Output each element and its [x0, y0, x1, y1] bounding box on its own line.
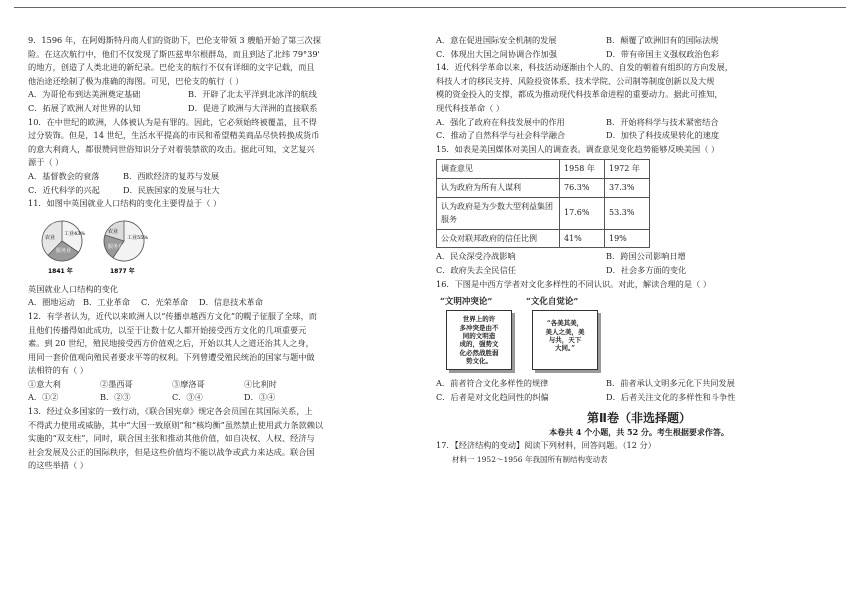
cartoon-text-line: “各美其美，	[546, 319, 584, 328]
cartoon-text-line: 势文化。	[466, 357, 492, 366]
cartoon-pair	[440, 296, 842, 374]
q10-stem-line: 过分装饰。但是，14 世纪，生活水平提高的市民和希望精美商品尽快转换成货币	[28, 130, 320, 141]
cartoon-text-line: 美人之美，美	[545, 327, 585, 336]
table-cell: 76.3%	[560, 178, 605, 197]
q11-caption: 英国就业人口结构的变化	[28, 283, 119, 294]
q15-stem: 15．如表是美国媒体对美国人的调查表。调查意见变化趋势能够反映美国（ ）	[436, 143, 720, 154]
q9-stem-line: 他治途还绘制了极为准确的海图。可见，巴伦支的航行（ ）	[28, 75, 244, 86]
cartoon-text-box	[446, 310, 512, 370]
q12-option-a[interactable]: A．①②	[28, 392, 59, 403]
q9-option-d[interactable]: D．促进了欧洲与大洋洲的直接联系	[188, 102, 318, 113]
cartoon-title: “文明冲突论”	[440, 297, 493, 308]
q14-stem-line: 科技人才的移民支持、风险投资体系、技术学院、公司制等制度创新以及大规	[436, 75, 715, 86]
q10-stem-line: 源于（ ）	[28, 157, 64, 168]
left-column	[28, 34, 418, 473]
question-15	[436, 143, 842, 278]
q13-stem-line: 实施的“双支柱”，同时，联合国主张和推动其他价值，如自决权、人权、经济与	[28, 433, 315, 444]
cartoon-title: “文化自觉论”	[526, 297, 579, 308]
question-16	[436, 278, 842, 405]
cartoon-text-line: 成的，强势文	[459, 340, 499, 349]
q15-option-d[interactable]: D．社会多方面的变化	[606, 264, 687, 275]
question-10	[28, 116, 418, 198]
pie-1877-industry-label: 工业55%	[127, 234, 149, 241]
q12-stem-line: 素。到 20 世纪，殖民地接受西方价值观之后，开始以其人之道还治其人之身，	[28, 338, 314, 349]
q13-stem-line: 13．经过众多国家的一致行动，《联合国宪章》规定各会员国在其国际关系，上	[28, 406, 313, 417]
table-header-row	[437, 160, 650, 179]
cartoon-text-line: 与共，天下	[548, 335, 582, 344]
q9-option-b[interactable]: B．开辟了北太平洋到北冰洋的航线	[188, 89, 317, 100]
question-13	[28, 405, 418, 473]
pie-1841-agri-label: 农业	[45, 234, 56, 241]
pie-charts-svg	[28, 215, 158, 277]
q14-option-b[interactable]: B．开始将科学与技术紧密结合	[606, 116, 719, 127]
employment-pie-charts	[28, 215, 418, 277]
pie-1877-year: 1877 年	[110, 267, 135, 275]
right-column	[436, 34, 842, 467]
table-cell: 19%	[605, 229, 650, 248]
q14-option-a[interactable]: A．强化了政府在科技发展中的作用	[436, 116, 565, 127]
pie-1877-agri-label: 农业	[108, 228, 119, 235]
q10-stem-line: 10．在中世纪的欧洲，人体被认为是有罪的。因此，它必须始终被覆盖，且不得	[28, 116, 317, 127]
q12-item-3: ③摩洛哥	[172, 378, 205, 389]
table-cell: 41%	[560, 229, 605, 248]
q14-option-d[interactable]: D．加快了科技成果转化的速度	[606, 130, 720, 141]
table-cell: 公众对联邦政府的信任比例	[437, 229, 560, 248]
q11-option-b[interactable]: B．工业革命	[83, 297, 130, 308]
q12-item-4: ④比利时	[244, 378, 277, 389]
table-cell: 认为政府为所有人谋利	[437, 178, 560, 197]
q16-option-d[interactable]: D．后者关注文化的多样性和斗争性	[606, 391, 736, 402]
cartoon-text-line: 多冲突是由不	[459, 323, 499, 332]
pie-1841-service-label: 服务业	[56, 247, 72, 254]
pie-1841-year: 1841 年	[48, 267, 73, 275]
q13-option-b[interactable]: B．颠覆了欧洲旧有的国际法规	[606, 35, 719, 45]
q11-option-a[interactable]: A．圈地运动	[28, 297, 75, 308]
survey-table	[436, 159, 650, 248]
q13-option-a[interactable]: A．意在促进国际安全机制的发展	[436, 35, 557, 45]
cartoon-text-line: 同的文明造	[462, 331, 496, 340]
q12-stem-line: 用同一套价值观向殖民者要求平等的权利。下列曾遭受殖民统治的国家与题中做	[28, 351, 315, 362]
table-row	[437, 178, 650, 197]
q14-stem-line: 现代科技革命（ ）	[436, 102, 505, 113]
table-cell: 53.3%	[605, 197, 650, 229]
q11-option-c[interactable]: C．光荣革命	[141, 297, 189, 308]
q12-item-1: ①意大利	[28, 378, 61, 389]
q13-option-c[interactable]: C．体现出大国之间协调合作加强	[436, 48, 557, 59]
table-header-cell: 1958 年	[560, 160, 605, 179]
q11-option-d[interactable]: D．信息技术革命	[199, 297, 263, 308]
q16-option-c[interactable]: C．后者是对文化趋同性的纠偏	[436, 391, 549, 402]
q10-option-b[interactable]: B．西欧经济的复苏与发展	[123, 170, 220, 181]
q12-item-2: ②墨西哥	[100, 378, 133, 389]
pie-1841	[42, 221, 85, 275]
q12-stem-line: 法相符的有（ ）	[28, 365, 88, 376]
q12-option-c[interactable]: C．③④	[172, 392, 203, 403]
q15-option-b[interactable]: B．跨国公司影响日增	[606, 251, 686, 262]
q12-option-d[interactable]: D．③④	[244, 392, 276, 403]
cartoon-text-line: 世界上的许	[462, 315, 496, 324]
q11-stem: 11．如图中英国就业人口结构的变化主要得益于（ ）	[28, 198, 222, 209]
q17-material-title: 材料一 1952～1956 年我国所有制结构变动表	[452, 455, 608, 465]
q13-stem-line: 的这些举措（ ）	[28, 460, 88, 471]
q12-stem-line: 12．有学者认为，近代以来欧洲人以“传播卓越西方文化”的幌子征服了全球，而	[28, 310, 317, 321]
q14-stem-line: 模的资金投入的支撑，都成为推动现代科技革命进程的重要动力。据此可推知，	[436, 89, 723, 100]
q10-option-c[interactable]: C．近代科学的兴起	[28, 184, 100, 195]
q16-option-a[interactable]: A．前者符合文化多样性的规律	[436, 378, 549, 389]
q12-stem-line: 且他们传播得如此成功，以至于让数十亿人都开始接受西方文化的几项重要元	[28, 324, 307, 335]
section-2	[436, 412, 842, 466]
cartoon-text-box	[532, 310, 598, 370]
question-9	[28, 34, 418, 116]
question-14	[436, 61, 842, 143]
q16-stem: 16．下图是中西方学者对文化多样性的不同认识。对此，解读合理的是（ ）	[436, 278, 712, 289]
q9-stem-line: 险。在这次航行中，他们不仅发现了斯匹兹卑尔根群岛，而且到达了北纬 79°39'	[28, 48, 320, 59]
q9-option-c[interactable]: C．拓展了欧洲人对世界的认知	[28, 102, 141, 113]
pie-1877-service-label: 服务业	[108, 243, 124, 250]
cartoon-civilization-clash	[440, 296, 514, 374]
table-row	[437, 229, 650, 248]
q10-option-d[interactable]: D．民族国家的发展与壮大	[123, 184, 220, 195]
q16-option-b[interactable]: B．前者承认文明多元化下共同发展	[606, 378, 735, 389]
table-row	[437, 197, 650, 229]
section-2-note: 本卷共 4 个小题，共 52 分。考生根据要求作答。	[549, 426, 729, 437]
question-12	[28, 310, 418, 405]
table-header-cell: 1972 年	[605, 160, 650, 179]
q9-option-a[interactable]: A．为哥伦布到达美洲奠定基础	[28, 89, 141, 100]
section-2-title: 第Ⅱ卷（非选择题）	[587, 411, 691, 426]
header-rule	[14, 7, 846, 8]
q10-option-a[interactable]: A．基督教会的衰落	[28, 170, 100, 181]
q9-stem-line: 的地方，创造了人类北进的新纪录。巴伦支的航行不仅有详细的文字记载，而且	[28, 62, 315, 73]
q14-option-c[interactable]: C．推动了自然科学与社会科学融合	[436, 130, 566, 141]
q12-option-b[interactable]: B．②③	[100, 392, 131, 403]
q14-stem-line: 14．近代科学革命以来，科技活动逐渐由个人的、自发的朝着有组织的方向发展，	[436, 62, 733, 73]
q15-option-c[interactable]: C．政府失去全民信任	[436, 264, 516, 275]
cartoon-text-line: 大同。”	[555, 344, 575, 353]
question-11	[28, 197, 418, 310]
q15-option-a[interactable]: A．民众深受冷战影响	[436, 251, 516, 262]
table-cell: 37.3%	[605, 178, 650, 197]
q13-option-d[interactable]: D．带有帝国主义强权政治色彩	[606, 48, 720, 59]
q13-stem-line: 社会发展及公正的国际秩序，但是这些价值均不能以战争或武力来达成。联合国	[28, 446, 315, 457]
cartoon-cultural-self-awareness	[526, 296, 600, 374]
pie-1841-industry-label: 工业43%	[64, 230, 86, 237]
q17-stem: 17．【经济结构的变动】阅读下列材料，回答问题。（12 分）	[436, 440, 656, 451]
table-cell: 认为政府是为少数大型利益集团服务	[437, 197, 560, 229]
pie-1877	[104, 221, 148, 275]
q13-stem-line: 不得武力使用或威胁，其中“大国一致原则”和“核均衡”虽然禁止使用武力条款赖以	[28, 419, 324, 430]
q9-stem-line: 9．1596 年，在阿姆斯特丹商人们的资助下，巴伦支带领 3 艘船开始了第三次探	[28, 35, 321, 45]
table-header-cell: 调查意见	[437, 160, 560, 179]
table-cell: 17.6%	[560, 197, 605, 229]
q10-stem-line: 的意大利商人，都很赞同世俗知识分子对着装禁欲的攻击。据此可知，文艺复兴	[28, 143, 315, 154]
cartoon-text-line: 化必然战胜弱	[459, 348, 499, 357]
